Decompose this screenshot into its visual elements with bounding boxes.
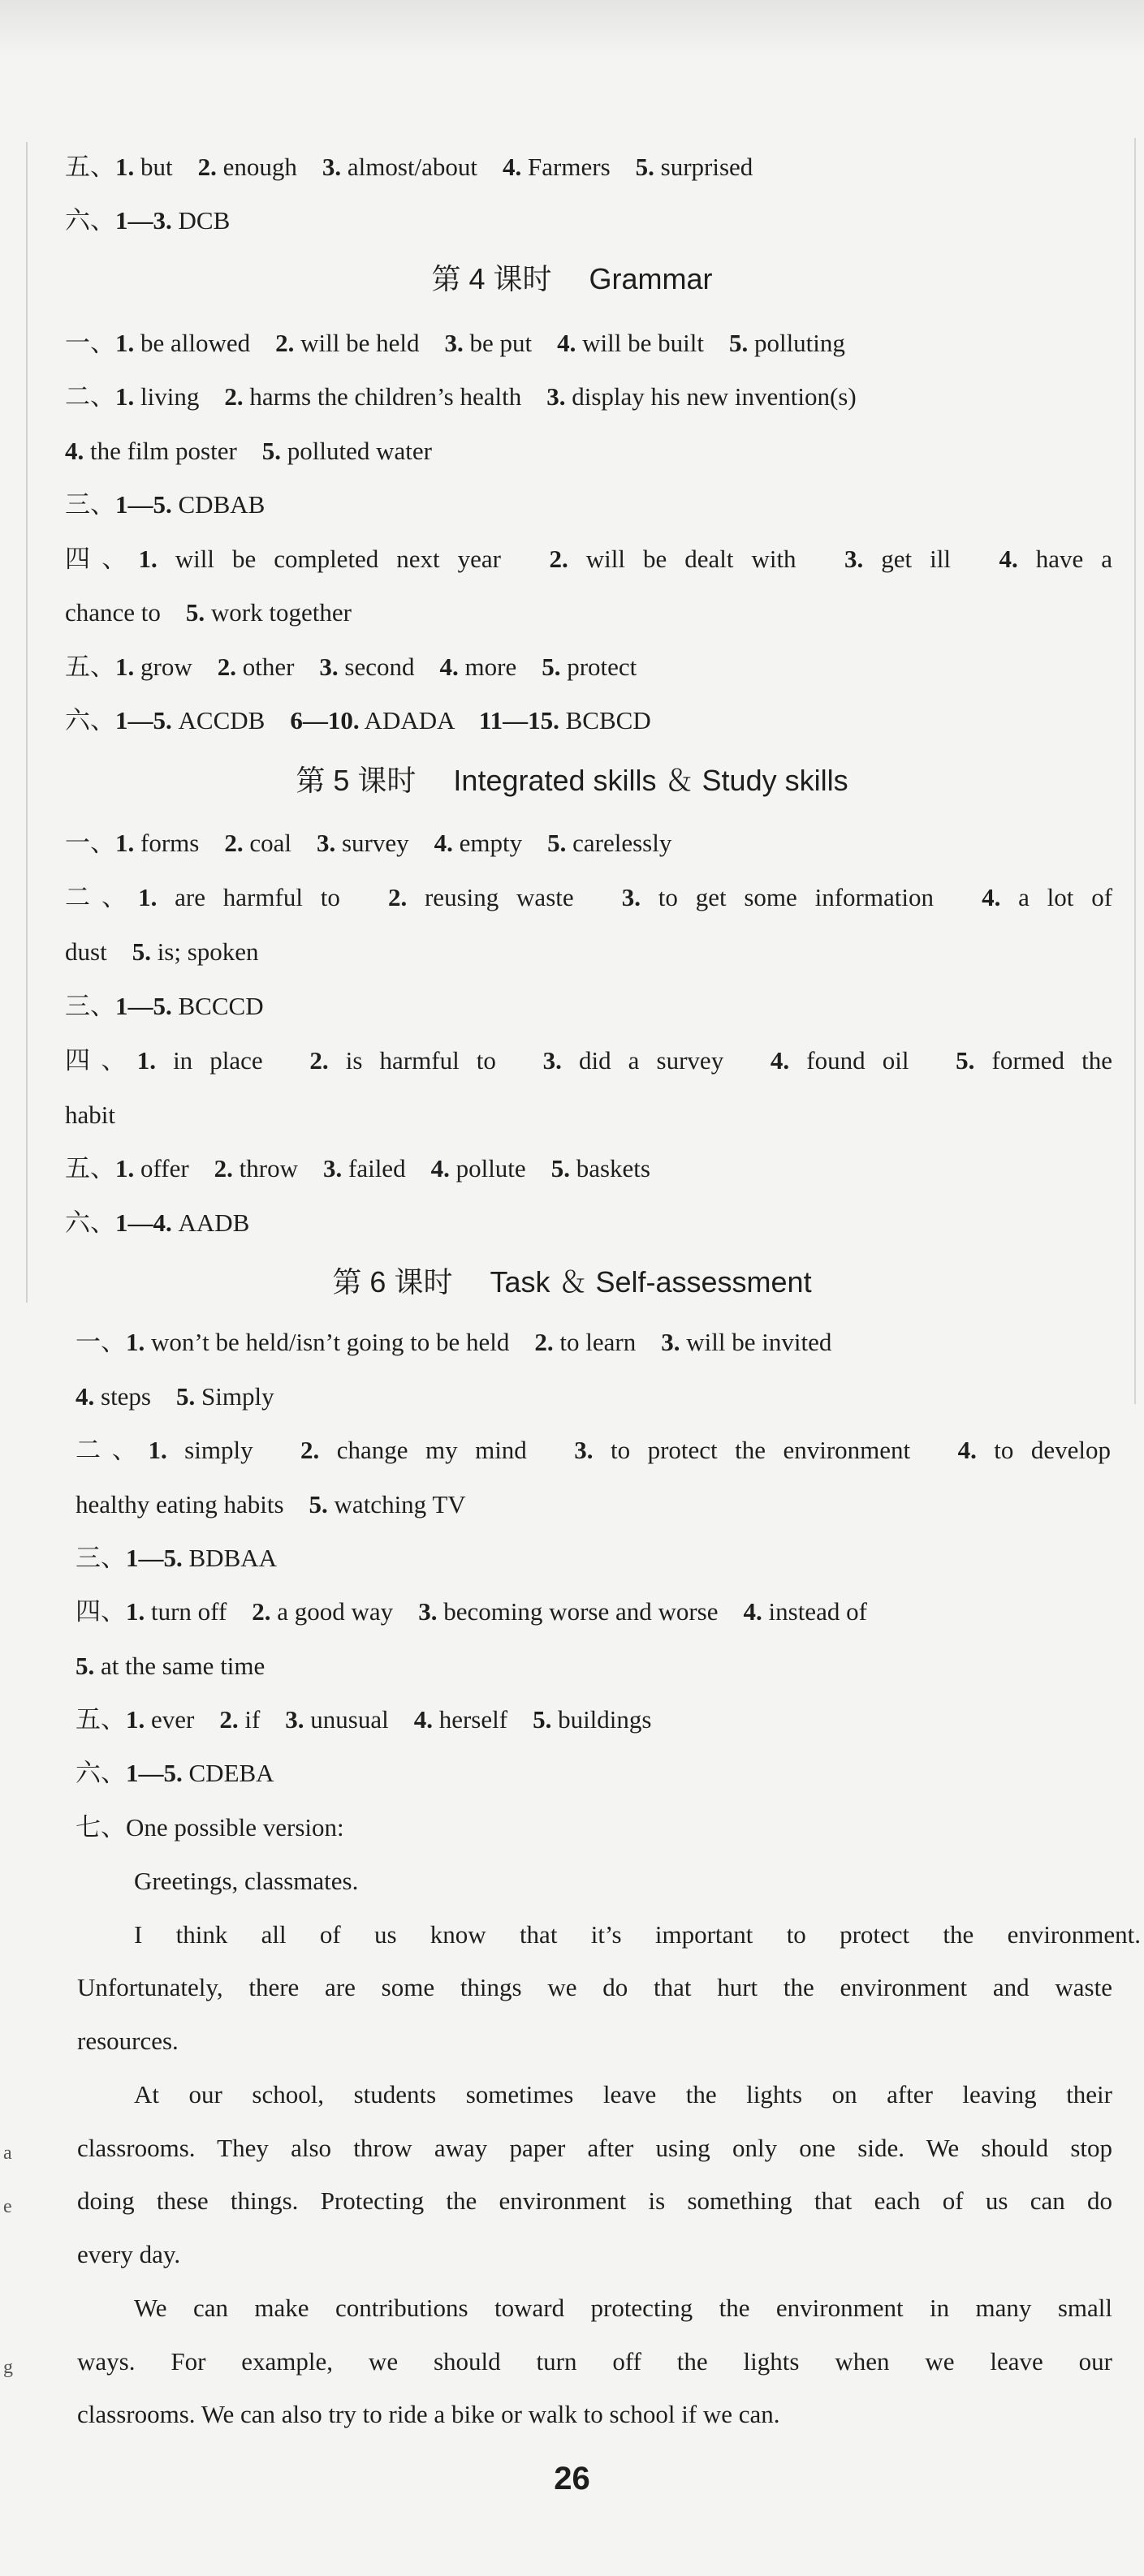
essay-line: We can make contributions toward protecting the environment in many small — [134, 2294, 1112, 2322]
essay-line: doing these things. Protecting the environment is something that each of us can do — [77, 2186, 1112, 2215]
answer-line: 二、1. living 2. harms the children’s health 3. display his new invention(s) — [65, 382, 857, 411]
answer-line: habit — [65, 1101, 115, 1129]
answer-line: dust 5. is; spoken — [65, 937, 259, 966]
answer-line: 一、1. forms 2. coal 3. survey 4. empty 5. carelessly — [65, 829, 672, 857]
answer-line: 5. at the same time — [76, 1652, 265, 1680]
essay-line: I think all of us know that it’s important to protect the environment. — [134, 1920, 1141, 1949]
essay-line: classrooms. They also throw away paper after using only one side. We should stop — [77, 2134, 1112, 2162]
answer-line: 四、1. in place 2. is harmful to 3. did a survey 4. found oil 5. formed the — [65, 1046, 1113, 1075]
page-number: 26 — [554, 2461, 590, 2496]
answer-line: 四、1. will be completed next year 2. will be dealt with 3. get ill 4. have a — [65, 545, 1112, 573]
answer-line: 4. steps 5. Simply — [76, 1382, 274, 1411]
answer-line: 4. the film poster 5. polluted water — [65, 437, 432, 465]
binding-rule-left — [26, 142, 28, 1303]
essay-line: resources. — [77, 2027, 179, 2055]
answer-line: 七、One possible version: — [76, 1813, 344, 1842]
answer-line: 三、1—5. BCCCD — [65, 992, 264, 1020]
margin-mark: a — [3, 2143, 12, 2164]
answer-line: 二、1. simply 2. change my mind 3. to protect the environment 4. to develop — [76, 1436, 1112, 1464]
margin-mark: g — [3, 2357, 13, 2378]
answer-line: 五、1. grow 2. other 3. second 4. more 5. protect — [65, 653, 637, 681]
essay-line: At our school, students sometimes leave the lights on after leaving their — [134, 2080, 1112, 2109]
answer-line: 四、1. turn off 2. a good way 3. becoming worse and worse 4. instead of — [76, 1597, 867, 1626]
answer-line: 二、1. are harmful to 2. reusing waste 3. to get some information 4. a lot of — [65, 883, 1113, 911]
essay-line: Greetings, classmates. — [134, 1867, 359, 1895]
section-heading-4: 第 4 课时 Grammar — [431, 262, 713, 295]
answer-line: 五、1. but 2. enough 3. almost/about 4. Farmers 5. surprised — [65, 153, 753, 181]
answer-line: 三、1—5. CDBAB — [65, 490, 265, 519]
answer-line: 三、1—5. BDBAA — [76, 1544, 278, 1572]
answer-line: healthy eating habits 5. watching TV — [76, 1490, 466, 1518]
essay-line: Unfortunately, there are some things we do that hurt the environment and waste — [77, 1973, 1112, 2001]
section-heading-5: 第 5 课时 Integrated skills ＆ Study skills — [296, 764, 848, 797]
answer-line: chance to 5. work together — [65, 598, 352, 627]
scan-top-shadow — [0, 0, 1144, 57]
essay-line: ways. For example, we should turn off the lights when we leave our — [77, 2347, 1112, 2376]
answer-line: 六、1—3. DCB — [65, 206, 231, 235]
answer-line: 六、1—4. AADB — [65, 1208, 250, 1237]
answer-line: 一、1. won’t be held/isn’t going to be held 2. to learn 3. will be invited — [76, 1328, 832, 1356]
answer-line: 五、1. ever 2. if 3. unusual 4. herself 5. buildings — [76, 1705, 652, 1734]
essay-line: classrooms. We can also try to ride a bike or walk to school if we can. — [77, 2400, 780, 2428]
essay-line: every day. — [77, 2240, 181, 2268]
answer-line: 六、1—5. ACCDB 6—10. ADADA 11—15. BCBCD — [65, 706, 651, 734]
section-heading-6: 第 6 课时 Task ＆ Self-assessment — [332, 1265, 812, 1299]
answer-line: 六、1—5. CDEBA — [76, 1759, 274, 1787]
answer-line: 五、1. offer 2. throw 3. failed 4. pollute 5. baskets — [65, 1154, 650, 1182]
margin-mark: e — [3, 2196, 12, 2217]
answer-line: 一、1. be allowed 2. will be held 3. be put 4. will be built 5. polluting — [65, 329, 845, 357]
